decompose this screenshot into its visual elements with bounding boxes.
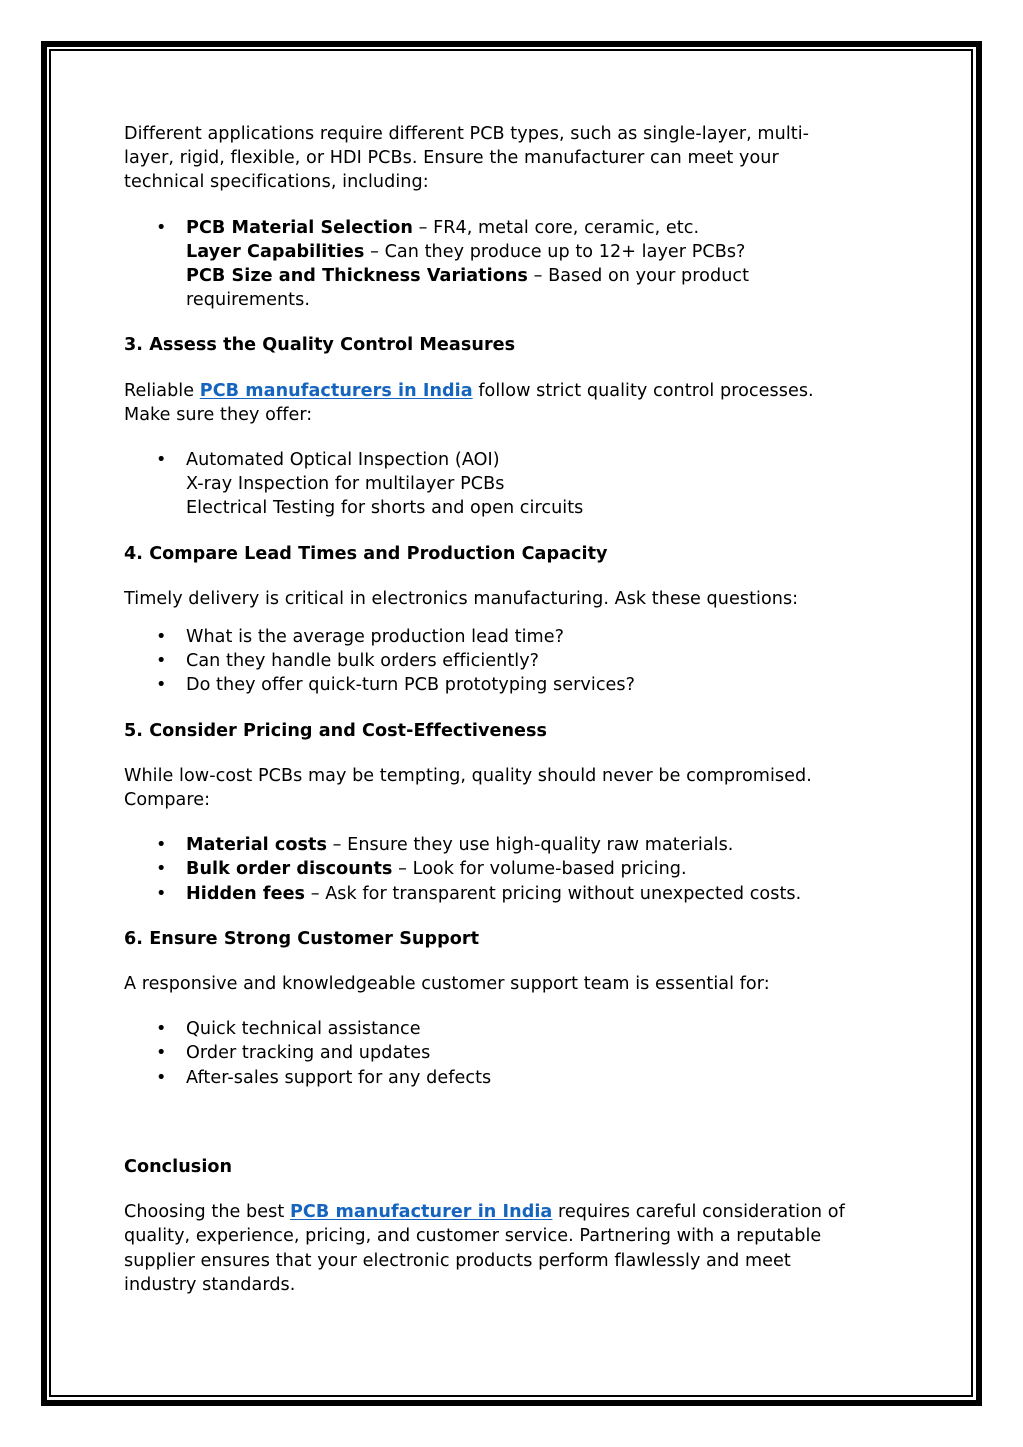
section-heading: 3. Assess the Quality Control Measures (124, 335, 516, 356)
list-item (124, 1066, 904, 1090)
paragraph-text: Timely delivery is critical in electronics manufacturing. Ask these questions: (124, 588, 799, 609)
section-heading: 4. Compare Lead Times and Production Capacity (124, 543, 608, 564)
bullet-icon: • (156, 859, 167, 880)
paragraph-text: Compare: (124, 790, 211, 811)
spec-desc: – FR4, metal core, ceramic, etc. (412, 217, 700, 238)
list-item-text: – Look for volume-based pricing. (392, 859, 687, 880)
list-item (124, 216, 904, 313)
intro-paragraph (124, 122, 904, 195)
list-item (124, 673, 904, 697)
spec-label: Layer Capabilities (186, 241, 365, 262)
spec-desc: requirements. (186, 290, 310, 311)
paragraph-text: Choosing the best (124, 1202, 290, 1223)
list-line: X-ray Inspection for multilayer PCBs (186, 474, 505, 495)
bullet-icon: • (156, 883, 167, 904)
list-item-text: – Ask for transparent pricing without unexpected costs. (305, 883, 802, 904)
paragraph-text: While low-cost PCBs may be tempting, quality should never be compromised. (124, 765, 812, 786)
bullet-icon: • (156, 651, 167, 672)
spec-desc: – Based on your product (527, 266, 750, 287)
list-item (124, 625, 904, 649)
list-item-text: Order tracking and updates (186, 1043, 431, 1064)
bullet-icon: • (156, 450, 167, 471)
list-item-text: What is the average production lead time? (186, 627, 565, 648)
conclusion-heading: Conclusion (124, 1156, 233, 1177)
pcb-manufacturer-link[interactable]: PCB manufacturer in India (289, 1202, 553, 1223)
bullet-icon: • (156, 627, 167, 648)
bullet-icon: • (156, 1067, 167, 1088)
list-line: Automated Optical Inspection (AOI) (186, 450, 500, 471)
paragraph-text: follow strict quality control processes. (472, 380, 814, 401)
pcb-manufacturers-link[interactable]: PCB manufacturers in India (199, 380, 473, 401)
conclusion-paragraph (124, 1200, 904, 1297)
list-item-text: Do they offer quick-turn PCB prototyping services? (186, 675, 636, 696)
bullet-icon: • (156, 835, 167, 856)
list-item-text: After-sales support for any defects (186, 1067, 492, 1088)
bullet-icon: • (156, 217, 167, 238)
document-body (124, 122, 904, 1297)
list-item (124, 882, 904, 906)
specs-list (124, 216, 904, 313)
list-item-text: Can they handle bulk orders efficiently? (186, 651, 540, 672)
list-item (124, 833, 904, 857)
bullet-icon: • (156, 1043, 167, 1064)
bullet-icon: • (156, 675, 167, 696)
list-item (124, 1017, 904, 1041)
list-item-label: Hidden fees (186, 883, 306, 904)
list-line: Electrical Testing for shorts and open circuits (186, 498, 584, 519)
intro-line: layer, rigid, flexible, or HDI PCBs. Ensure the manufacturer can meet your (124, 148, 779, 169)
list-item (124, 649, 904, 673)
quality-list (124, 448, 904, 521)
paragraph-text: A responsive and knowledgeable customer support team is essential for: (124, 974, 770, 995)
paragraph-text: quality, experience, pricing, and customer service. Partnering with a reputable (124, 1226, 822, 1247)
section5-paragraph (124, 764, 904, 812)
pricing-list (124, 833, 904, 906)
paragraph-text: Reliable (124, 380, 200, 401)
spec-label: PCB Size and Thickness Variations (186, 266, 528, 287)
paragraph-text: supplier ensures that your electronic products perform flawlessly and meet (124, 1250, 791, 1271)
list-item-text: Quick technical assistance (186, 1019, 421, 1040)
spec-label: PCB Material Selection (186, 217, 413, 238)
section-heading: 5. Consider Pricing and Cost-Effectiveness (124, 720, 548, 741)
section3-paragraph (124, 379, 904, 427)
bullet-icon: • (156, 1019, 167, 1040)
lead-time-list (124, 625, 904, 698)
support-list (124, 1017, 904, 1090)
intro-line: Different applications require different PCB types, such as single-layer, multi- (124, 124, 810, 144)
list-item (124, 857, 904, 881)
paragraph-text: Make sure they offer: (124, 404, 313, 425)
list-item-text: – Ensure they use high-quality raw materials. (327, 835, 734, 856)
paragraph-text: requires careful consideration of (552, 1202, 845, 1223)
list-item-label: Bulk order discounts (186, 859, 393, 880)
paragraph-text: industry standards. (124, 1274, 296, 1295)
list-item (124, 448, 904, 521)
spec-desc: – Can they produce up to 12+ layer PCBs? (364, 241, 746, 262)
section-heading: 6. Ensure Strong Customer Support (124, 928, 480, 949)
list-item (124, 1041, 904, 1065)
intro-line: technical specifications, including: (124, 172, 429, 193)
list-item-label: Material costs (186, 835, 328, 856)
